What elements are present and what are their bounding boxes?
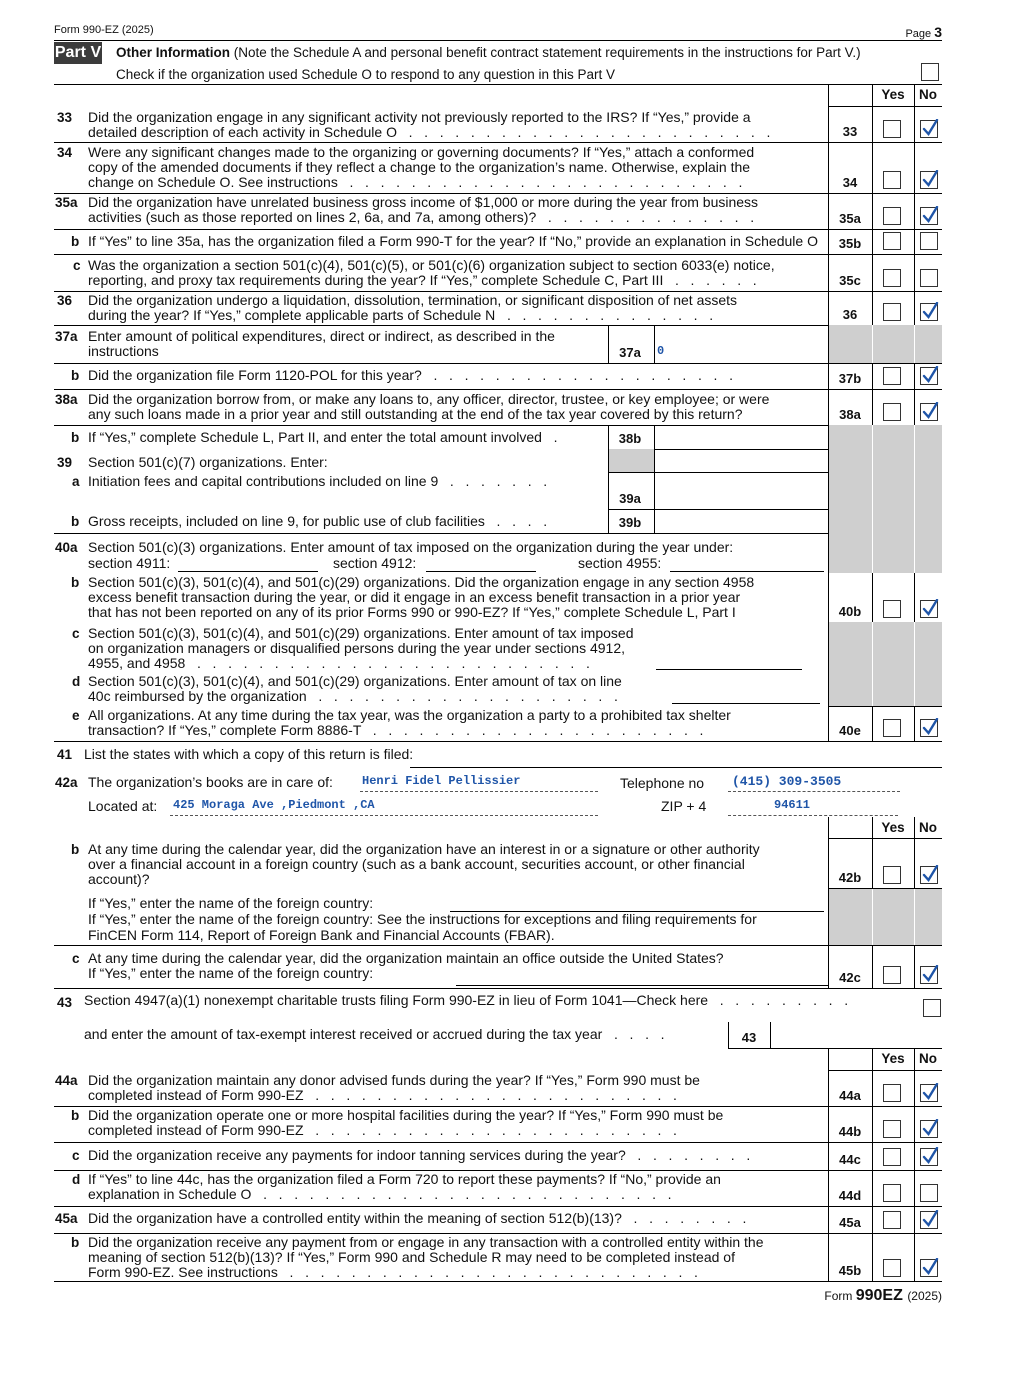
line-code-35c: 35c bbox=[839, 273, 861, 288]
line-text: At any time during the calendar year, did the organization maintain an office outside the United States? bbox=[88, 950, 724, 966]
line-code-34: 34 bbox=[842, 175, 858, 190]
line-text: The organization’s books are in care of: bbox=[88, 774, 333, 790]
line-text: any such loans made in a prior year and still outstanding at the end of the tax year covered by this return? bbox=[88, 406, 743, 422]
yes-checkbox-42b[interactable] bbox=[883, 866, 901, 884]
line-text: If “Yes,” enter the name of the foreign country: bbox=[88, 965, 374, 981]
line-number-44c: c bbox=[72, 1148, 80, 1163]
books-care-of[interactable]: Henri Fidel Pellissier bbox=[362, 774, 521, 788]
no-checkbox-35a[interactable] bbox=[920, 207, 938, 225]
line-code-37b: 37b bbox=[838, 371, 862, 386]
zip-label: ZIP + 4 bbox=[661, 798, 707, 814]
schedule-o-check-label: Check if the organization used Schedule O to respond to any question in this Part V bbox=[116, 67, 616, 82]
foreign-country-instructions: If “Yes,” enter the name of the foreign country: See the instructions for exceptions and filing requirements for bbox=[88, 911, 757, 927]
yes-checkbox-40e[interactable] bbox=[883, 719, 901, 737]
line-number-42a: 42a bbox=[55, 775, 78, 790]
line-code-35a: 35a bbox=[839, 211, 861, 226]
line-number-44a: 44a bbox=[55, 1073, 78, 1088]
line-text: Did the organization borrow from, or make any loans to, any officer, director, trustee, or key employee; or were bbox=[88, 391, 770, 407]
line-text: change on Schedule O. See instructions . . . . . . . . . . . . . . . . . . . . . . . . . . bbox=[88, 174, 743, 190]
line-number-35b: b bbox=[71, 234, 80, 249]
line-text: At any time during the calendar year, did the organization have an interest in or a signature or other authority bbox=[88, 841, 760, 857]
zip-code[interactable]: 94611 bbox=[774, 798, 811, 812]
telephone-label: Telephone no bbox=[620, 775, 705, 791]
line-text: over a financial account in a foreign country (such as a bank account, securities account, or other financial bbox=[88, 856, 745, 872]
yes-checkbox-35c[interactable] bbox=[883, 269, 901, 287]
no-checkbox-33[interactable] bbox=[920, 120, 938, 138]
yes-checkbox-35a[interactable] bbox=[883, 207, 901, 225]
amount-box-label-43: 43 bbox=[741, 1030, 757, 1045]
line-code-44c: 44c bbox=[839, 1152, 861, 1167]
line-number-45a: 45a bbox=[55, 1211, 78, 1226]
line-text: 40c reimbursed by the organization . . . . . . . . . . . . . . . . . . . . bbox=[88, 688, 618, 704]
page-number: Page 3 bbox=[905, 24, 942, 40]
line-text: Did the organization operate one or more hospital facilities during the year? If “Yes,” Form 990 must be bbox=[88, 1107, 724, 1123]
line-number-44d: d bbox=[72, 1172, 81, 1187]
yes-checkbox-42c[interactable] bbox=[883, 966, 901, 984]
line-code-44a: 44a bbox=[839, 1088, 861, 1103]
line-code-44b: 44b bbox=[838, 1124, 862, 1139]
line-text: Section 501(c)(3), 501(c)(4), and 501(c)(29) organizations. Did the organization engage in any section 4958 bbox=[88, 574, 755, 590]
line-text: Were any significant changes made to the organizing or governing documents? If “Yes,” attach a conformed bbox=[88, 144, 755, 160]
line-text: copy of the amended documents if they reflect a change to the organization’s name. Otherwise, explain the bbox=[88, 159, 751, 175]
footer-form-id: Form 990EZ (2025) bbox=[824, 1287, 942, 1304]
part-tag: Part V bbox=[54, 42, 102, 64]
line-text: List the states with which a copy of this return is filed: bbox=[84, 746, 414, 762]
line-number-36: 36 bbox=[57, 293, 73, 308]
line-text: Did the organization have a controlled entity within the meaning of section 512(b)(13)? . . . . . . . . bbox=[88, 1210, 747, 1226]
yes-checkbox-36[interactable] bbox=[883, 303, 901, 321]
no-checkbox-37b[interactable] bbox=[920, 367, 938, 385]
line-code-35b: 35b bbox=[838, 236, 862, 251]
no-column-header: No bbox=[919, 87, 937, 102]
line-text: excess benefit transaction during the year, or did it engage in an excess benefit transaction in a prior year bbox=[88, 589, 741, 605]
line-text: reporting, and proxy tax requirements during the year? If “Yes,” complete Schedule C, Part III . . . . . . bbox=[88, 272, 757, 288]
no-checkbox-44b[interactable] bbox=[920, 1120, 938, 1138]
yes-checkbox-40b[interactable] bbox=[883, 600, 901, 618]
line-code-45a: 45a bbox=[839, 1215, 861, 1230]
section-4955-label: section 4955: bbox=[578, 555, 662, 571]
no-checkbox-40e[interactable] bbox=[920, 719, 938, 737]
line-text: Initiation fees and capital contributions included on line 9 . . . . . . . bbox=[88, 473, 548, 489]
line-number-39: 39 bbox=[57, 455, 73, 470]
line-text: Did the organization undergo a liquidation, dissolution, termination, or significant disposition of net assets bbox=[88, 292, 738, 308]
yes-checkbox-44c[interactable] bbox=[883, 1148, 901, 1166]
yes-checkbox-44d[interactable] bbox=[883, 1184, 901, 1202]
line-text: during the year? If “Yes,” complete applicable parts of Schedule N . . . . . . . . . . . . . . bbox=[88, 307, 714, 323]
line-text: Did the organization have unrelated business gross income of $1,000 or more during the year from business bbox=[88, 194, 759, 210]
line-number-38a: 38a bbox=[55, 392, 78, 407]
line-code-38a: 38a bbox=[839, 407, 861, 422]
line-text: Did the organization engage in any significant activity not previously reported to the IRS? If “Yes,” provide a bbox=[88, 109, 751, 125]
line-text: Section 501(c)(3), 501(c)(4), and 501(c)(29) organizations. Enter amount of tax on line bbox=[88, 673, 622, 689]
no-checkbox-36[interactable] bbox=[920, 303, 938, 321]
telephone-number[interactable]: (415) 309-3505 bbox=[732, 774, 842, 789]
line-code-44d: 44d bbox=[838, 1188, 862, 1203]
yes-column-header: Yes bbox=[881, 87, 905, 102]
yes-checkbox-44a[interactable] bbox=[883, 1084, 901, 1102]
yes-checkbox-38a[interactable] bbox=[883, 403, 901, 421]
schedule-o-checkbox[interactable] bbox=[921, 63, 939, 81]
line-number-35a: 35a bbox=[55, 195, 78, 210]
line-code-42b: 42b bbox=[838, 870, 862, 885]
foreign-country-instructions: FinCEN Form 114, Report of Foreign Bank and Financial Accounts (FBAR). bbox=[88, 927, 555, 943]
no-column-header: No bbox=[919, 820, 937, 835]
line-number-40b: b bbox=[71, 575, 80, 590]
line-text: explanation in Schedule O . . . . . . . . . . . . . . . . . . . . . . . . . . . bbox=[88, 1186, 672, 1202]
line-text: detailed description of each activity in Schedule O . . . . . . . . . . . . . . . . . . . . . . . . bbox=[88, 124, 771, 140]
line-text: that has not been reported on any of its prior Forms 990 or 990-EZ? If “Yes,” complete Schedule L, Part I bbox=[88, 604, 736, 620]
line-text: All organizations. At any time during the tax year, was the organization a party to a prohibited tax shelter bbox=[88, 707, 731, 723]
yes-checkbox-44b[interactable] bbox=[883, 1120, 901, 1138]
line-text: Section 501(c)(7) organizations. Enter: bbox=[88, 454, 328, 470]
line-text: Gross receipts, included on line 9, for public use of club facilities . . . . bbox=[88, 513, 548, 529]
line-text: completed instead of Form 990-EZ . . . . . . . . . . . . . . . . . . . . . . . . bbox=[88, 1122, 677, 1138]
line-number-37b: b bbox=[71, 368, 80, 383]
line-text: Section 501(c)(3) organizations. Enter amount of tax imposed on the organization during the year under: bbox=[88, 539, 734, 555]
line-number-34: 34 bbox=[57, 145, 73, 160]
no-checkbox-45a[interactable] bbox=[920, 1211, 938, 1229]
line-code-40b: 40b bbox=[838, 604, 862, 619]
foreign-country-instructions: If “Yes,” enter the name of the foreign country: bbox=[88, 895, 374, 911]
line-text: instructions bbox=[88, 343, 159, 359]
no-checkbox-40b[interactable] bbox=[920, 600, 938, 618]
line-text: Did the organization file Form 1120-POL for this year? . . . . . . . . . . . . . . . . . . . . bbox=[88, 367, 733, 383]
line-number-37a: 37a bbox=[55, 329, 78, 344]
amount-box-label-39a: 39a bbox=[619, 491, 641, 506]
line-number-39b: b bbox=[71, 514, 80, 529]
section-4911-label: section 4911: bbox=[88, 555, 171, 571]
yes-checkbox-45a[interactable] bbox=[883, 1211, 901, 1229]
line-text: Did the organization maintain any donor advised funds during the year? If “Yes,” Form 990 must be bbox=[88, 1072, 700, 1088]
amount-box-label-37a: 37a bbox=[619, 345, 641, 360]
line-number-43: 43 bbox=[57, 995, 73, 1010]
amount-box-label-39b: 39b bbox=[618, 515, 642, 530]
no-checkbox-35c[interactable] bbox=[920, 269, 938, 287]
line-text: activities (such as those reported on lines 2, 6a, and 7a, among others)? . . . . . . . . . . . . . . bbox=[88, 209, 755, 225]
no-checkbox-44c[interactable] bbox=[920, 1148, 938, 1166]
line-code-45b: 45b bbox=[838, 1263, 862, 1278]
line-text: Section 4947(a)(1) nonexempt charitable trusts filing Form 990-EZ in lieu of Form 1041—Check here . . . . . . . . . bbox=[84, 992, 849, 1008]
yes-checkbox-37b[interactable] bbox=[883, 367, 901, 385]
line-code-36: 36 bbox=[842, 307, 858, 322]
no-checkbox-34[interactable] bbox=[920, 171, 938, 189]
line-number-35c: c bbox=[73, 258, 81, 273]
line-number-38b: b bbox=[71, 430, 80, 445]
line-number-d: d bbox=[72, 674, 81, 689]
line-number-39a: a bbox=[72, 474, 80, 489]
line-text: Form 990-EZ. See instructions . . . . . . . . . . . . . . . . . . . . . . . . . . . bbox=[88, 1264, 698, 1280]
line-number-c: c bbox=[72, 626, 80, 641]
yes-checkbox-33[interactable] bbox=[883, 120, 901, 138]
line-text: 4955, and 4958 . . . . . . . . . . . . . . . . . . . . . . . . . . bbox=[88, 655, 590, 671]
line-number-45b: b bbox=[71, 1235, 80, 1250]
line-number-42c: c bbox=[72, 951, 80, 966]
yes-column-header: Yes bbox=[881, 820, 905, 835]
located-at-label: Located at: bbox=[88, 798, 158, 814]
no-checkbox-38a[interactable] bbox=[920, 403, 938, 421]
line-text: Was the organization a section 501(c)(4), 501(c)(5), or 501(c)(6) organization subject to section 6033(e) notice, bbox=[88, 257, 775, 273]
yes-checkbox-45b[interactable] bbox=[883, 1259, 901, 1277]
line-text: Did the organization receive any payments for indoor tanning services during the year? . . . . . . . . bbox=[88, 1147, 751, 1163]
no-column-header: No bbox=[919, 1051, 937, 1066]
line-text: completed instead of Form 990-EZ . . . . . . . . . . . . . . . . . . . . . . . . bbox=[88, 1087, 677, 1103]
yes-checkbox-35b[interactable] bbox=[883, 232, 901, 250]
amount-37a-value[interactable]: 0 bbox=[657, 344, 665, 358]
line-code-33: 33 bbox=[842, 124, 858, 139]
line-code-42c: 42c bbox=[839, 970, 861, 985]
line-text: Section 501(c)(3), 501(c)(4), and 501(c)(29) organizations. Enter amount of tax imposed bbox=[88, 625, 634, 641]
line-text: account)? bbox=[88, 871, 150, 887]
no-checkbox-44d[interactable] bbox=[920, 1184, 938, 1202]
no-checkbox-42b[interactable] bbox=[920, 866, 938, 884]
line-number-40e: e bbox=[72, 708, 80, 723]
no-checkbox-42c[interactable] bbox=[920, 966, 938, 984]
line-text: and enter the amount of tax-exempt interest received or accrued during the tax year . . . . bbox=[84, 1026, 665, 1042]
line-text: If “Yes” to line 44c, has the organization filed a Form 720 to report these payments? If “No,” provide an bbox=[88, 1171, 721, 1187]
books-address[interactable]: 425 Moraga Ave ,Piedmont ,CA bbox=[173, 798, 375, 812]
line-number-41: 41 bbox=[57, 747, 73, 762]
amount-box-label-38b: 38b bbox=[618, 431, 642, 446]
no-checkbox-45b[interactable] bbox=[920, 1259, 938, 1277]
line-text: transaction? If “Yes,” complete Form 8886-T . . . . . . . . . . . . . . . . . . . . . . bbox=[88, 722, 704, 738]
part-title: Other Information (Note the Schedule A and personal benefit contract statement requirements in the instructions for Part V.) bbox=[116, 45, 861, 60]
no-checkbox-44a[interactable] bbox=[920, 1084, 938, 1102]
no-checkbox-35b[interactable] bbox=[920, 232, 938, 250]
line-number-40a: 40a bbox=[55, 540, 78, 555]
line-number-44b: b bbox=[71, 1108, 80, 1123]
line-text: Did the organization receive any payment from or engage in any transaction with a controlled entity within the bbox=[88, 1234, 764, 1250]
line-number-33: 33 bbox=[57, 110, 73, 125]
yes-checkbox-34[interactable] bbox=[883, 171, 901, 189]
yes-column-header: Yes bbox=[881, 1051, 905, 1066]
line-text: meaning of section 512(b)(13)? If “Yes,” Form 990 and Schedule R may need to be completed instead of bbox=[88, 1249, 735, 1265]
line-text: If “Yes,” complete Schedule L, Part II, and enter the total amount involved . bbox=[88, 429, 558, 445]
line-number-42b: b bbox=[71, 842, 80, 857]
section-4947-checkbox[interactable] bbox=[923, 999, 941, 1017]
line-code-40e: 40e bbox=[839, 723, 861, 738]
line-text: on organization managers or disqualified persons during the year under sections 4912, bbox=[88, 640, 626, 656]
line-text: If “Yes” to line 35a, has the organization filed a Form 990-T for the year? If “No,” provide an explanation in Schedule O bbox=[88, 233, 818, 249]
form-reference: Form 990-EZ (2025) bbox=[54, 24, 154, 36]
section-4912-label: section 4912: bbox=[333, 555, 417, 571]
line-text: Enter amount of political expenditures, direct or indirect, as described in the bbox=[88, 328, 555, 344]
